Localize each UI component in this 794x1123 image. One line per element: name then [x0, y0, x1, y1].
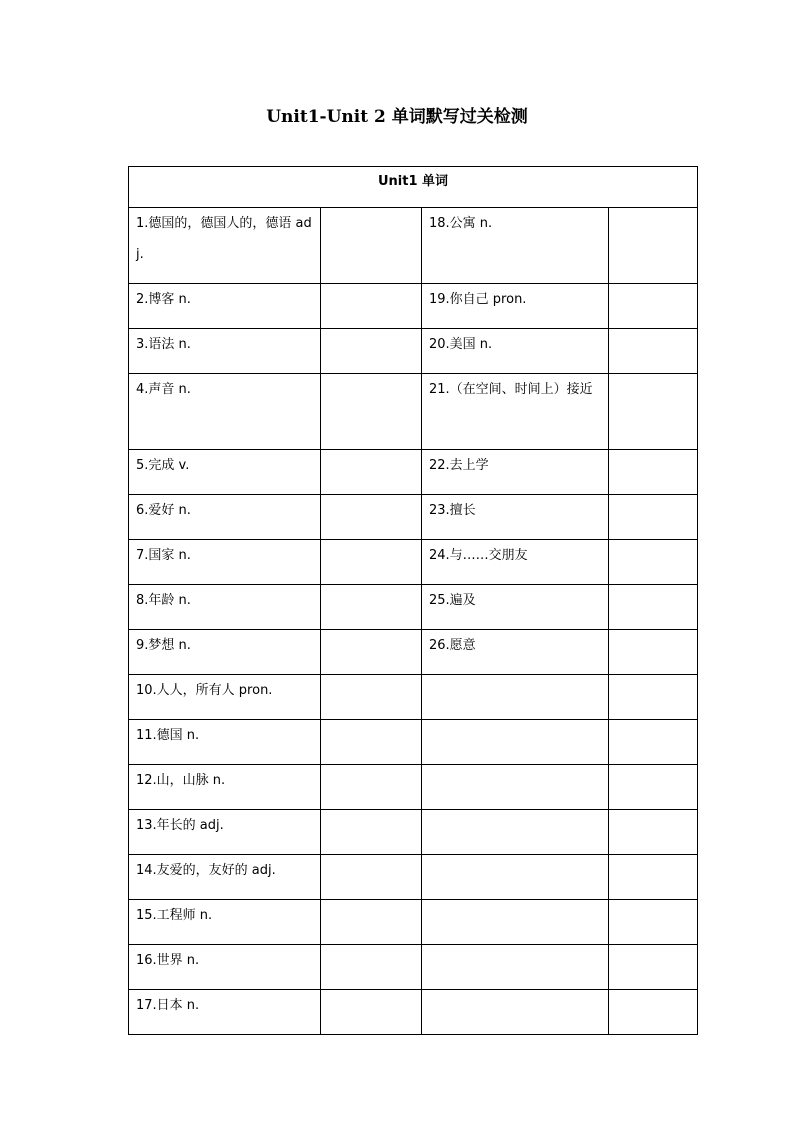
vocabulary-table — [128, 166, 698, 1035]
answer-cell-6[interactable] — [321, 495, 422, 540]
answer-cell-12[interactable] — [321, 765, 422, 810]
table-row — [129, 900, 698, 945]
section-header: Unit1 单词 — [129, 167, 698, 208]
table-row — [129, 585, 698, 630]
document-title: Unit1-Unit 2 单词默写过关检测 — [266, 107, 528, 127]
table-row — [129, 765, 698, 810]
empty-cell — [422, 900, 609, 945]
empty-cell — [609, 675, 698, 720]
answer-cell-23[interactable] — [609, 495, 698, 540]
answer-cell-16[interactable] — [321, 945, 422, 990]
empty-cell — [609, 720, 698, 765]
table-row — [129, 675, 698, 720]
word-prompt-5: 5.完成 v. — [129, 450, 321, 495]
table-row — [129, 374, 698, 450]
word-prompt-16: 16.世界 n. — [129, 945, 321, 990]
answer-cell-20[interactable] — [609, 329, 698, 374]
answer-cell-25[interactable] — [609, 585, 698, 630]
empty-cell — [422, 675, 609, 720]
answer-cell-13[interactable] — [321, 810, 422, 855]
word-prompt-23: 23.擅长 — [422, 495, 609, 540]
answer-cell-26[interactable] — [609, 630, 698, 675]
answer-cell-3[interactable] — [321, 329, 422, 374]
word-prompt-21: 21.（在空间、时间上）接近 — [422, 374, 609, 450]
word-prompt-14: 14.友爱的，友好的 adj. — [129, 855, 321, 900]
word-prompt-22: 22.去上学 — [422, 450, 609, 495]
answer-cell-10[interactable] — [321, 675, 422, 720]
empty-cell — [609, 900, 698, 945]
word-prompt-12: 12.山，山脉 n. — [129, 765, 321, 810]
word-prompt-11: 11.德国 n. — [129, 720, 321, 765]
empty-cell — [422, 945, 609, 990]
word-prompt-1: 1.德国的，德国人的，德语 adj. — [129, 208, 321, 284]
word-prompt-13: 13.年长的 adj. — [129, 810, 321, 855]
table-row — [129, 208, 698, 284]
word-prompt-17: 17.日本 n. — [129, 990, 321, 1035]
empty-cell — [609, 945, 698, 990]
word-prompt-20: 20.美国 n. — [422, 329, 609, 374]
table-row — [129, 630, 698, 675]
word-prompt-19: 19.你自己 pron. — [422, 284, 609, 329]
answer-cell-24[interactable] — [609, 540, 698, 585]
answer-cell-14[interactable] — [321, 855, 422, 900]
answer-cell-5[interactable] — [321, 450, 422, 495]
empty-cell — [422, 720, 609, 765]
answer-cell-19[interactable] — [609, 284, 698, 329]
table-row — [129, 284, 698, 329]
answer-cell-22[interactable] — [609, 450, 698, 495]
word-prompt-2: 2.博客 n. — [129, 284, 321, 329]
empty-cell — [422, 810, 609, 855]
word-prompt-26: 26.愿意 — [422, 630, 609, 675]
table-header-row — [129, 167, 698, 208]
table-row — [129, 720, 698, 765]
word-prompt-24: 24.与……交朋友 — [422, 540, 609, 585]
answer-cell-21[interactable] — [609, 374, 698, 450]
table-row — [129, 329, 698, 374]
answer-cell-18[interactable] — [609, 208, 698, 284]
empty-cell — [609, 855, 698, 900]
table-row — [129, 540, 698, 585]
answer-cell-17[interactable] — [321, 990, 422, 1035]
word-prompt-8: 8.年龄 n. — [129, 585, 321, 630]
word-prompt-6: 6.爱好 n. — [129, 495, 321, 540]
table-row — [129, 810, 698, 855]
answer-cell-4[interactable] — [321, 374, 422, 450]
table-row — [129, 990, 698, 1035]
word-prompt-4: 4.声音 n. — [129, 374, 321, 450]
table-row — [129, 945, 698, 990]
word-prompt-18: 18.公寓 n. — [422, 208, 609, 284]
answer-cell-9[interactable] — [321, 630, 422, 675]
table-row — [129, 450, 698, 495]
answer-cell-15[interactable] — [321, 900, 422, 945]
word-prompt-10: 10.人人，所有人 pron. — [129, 675, 321, 720]
empty-cell — [609, 765, 698, 810]
word-prompt-25: 25.遍及 — [422, 585, 609, 630]
word-prompt-7: 7.国家 n. — [129, 540, 321, 585]
answer-cell-2[interactable] — [321, 284, 422, 329]
empty-cell — [609, 990, 698, 1035]
empty-cell — [422, 855, 609, 900]
word-prompt-9: 9.梦想 n. — [129, 630, 321, 675]
answer-cell-7[interactable] — [321, 540, 422, 585]
answer-cell-8[interactable] — [321, 585, 422, 630]
answer-cell-11[interactable] — [321, 720, 422, 765]
table-row — [129, 855, 698, 900]
empty-cell — [422, 765, 609, 810]
word-prompt-3: 3.语法 n. — [129, 329, 321, 374]
word-prompt-15: 15.工程师 n. — [129, 900, 321, 945]
empty-cell — [422, 990, 609, 1035]
table-row — [129, 495, 698, 540]
empty-cell — [609, 810, 698, 855]
answer-cell-1[interactable] — [321, 208, 422, 284]
